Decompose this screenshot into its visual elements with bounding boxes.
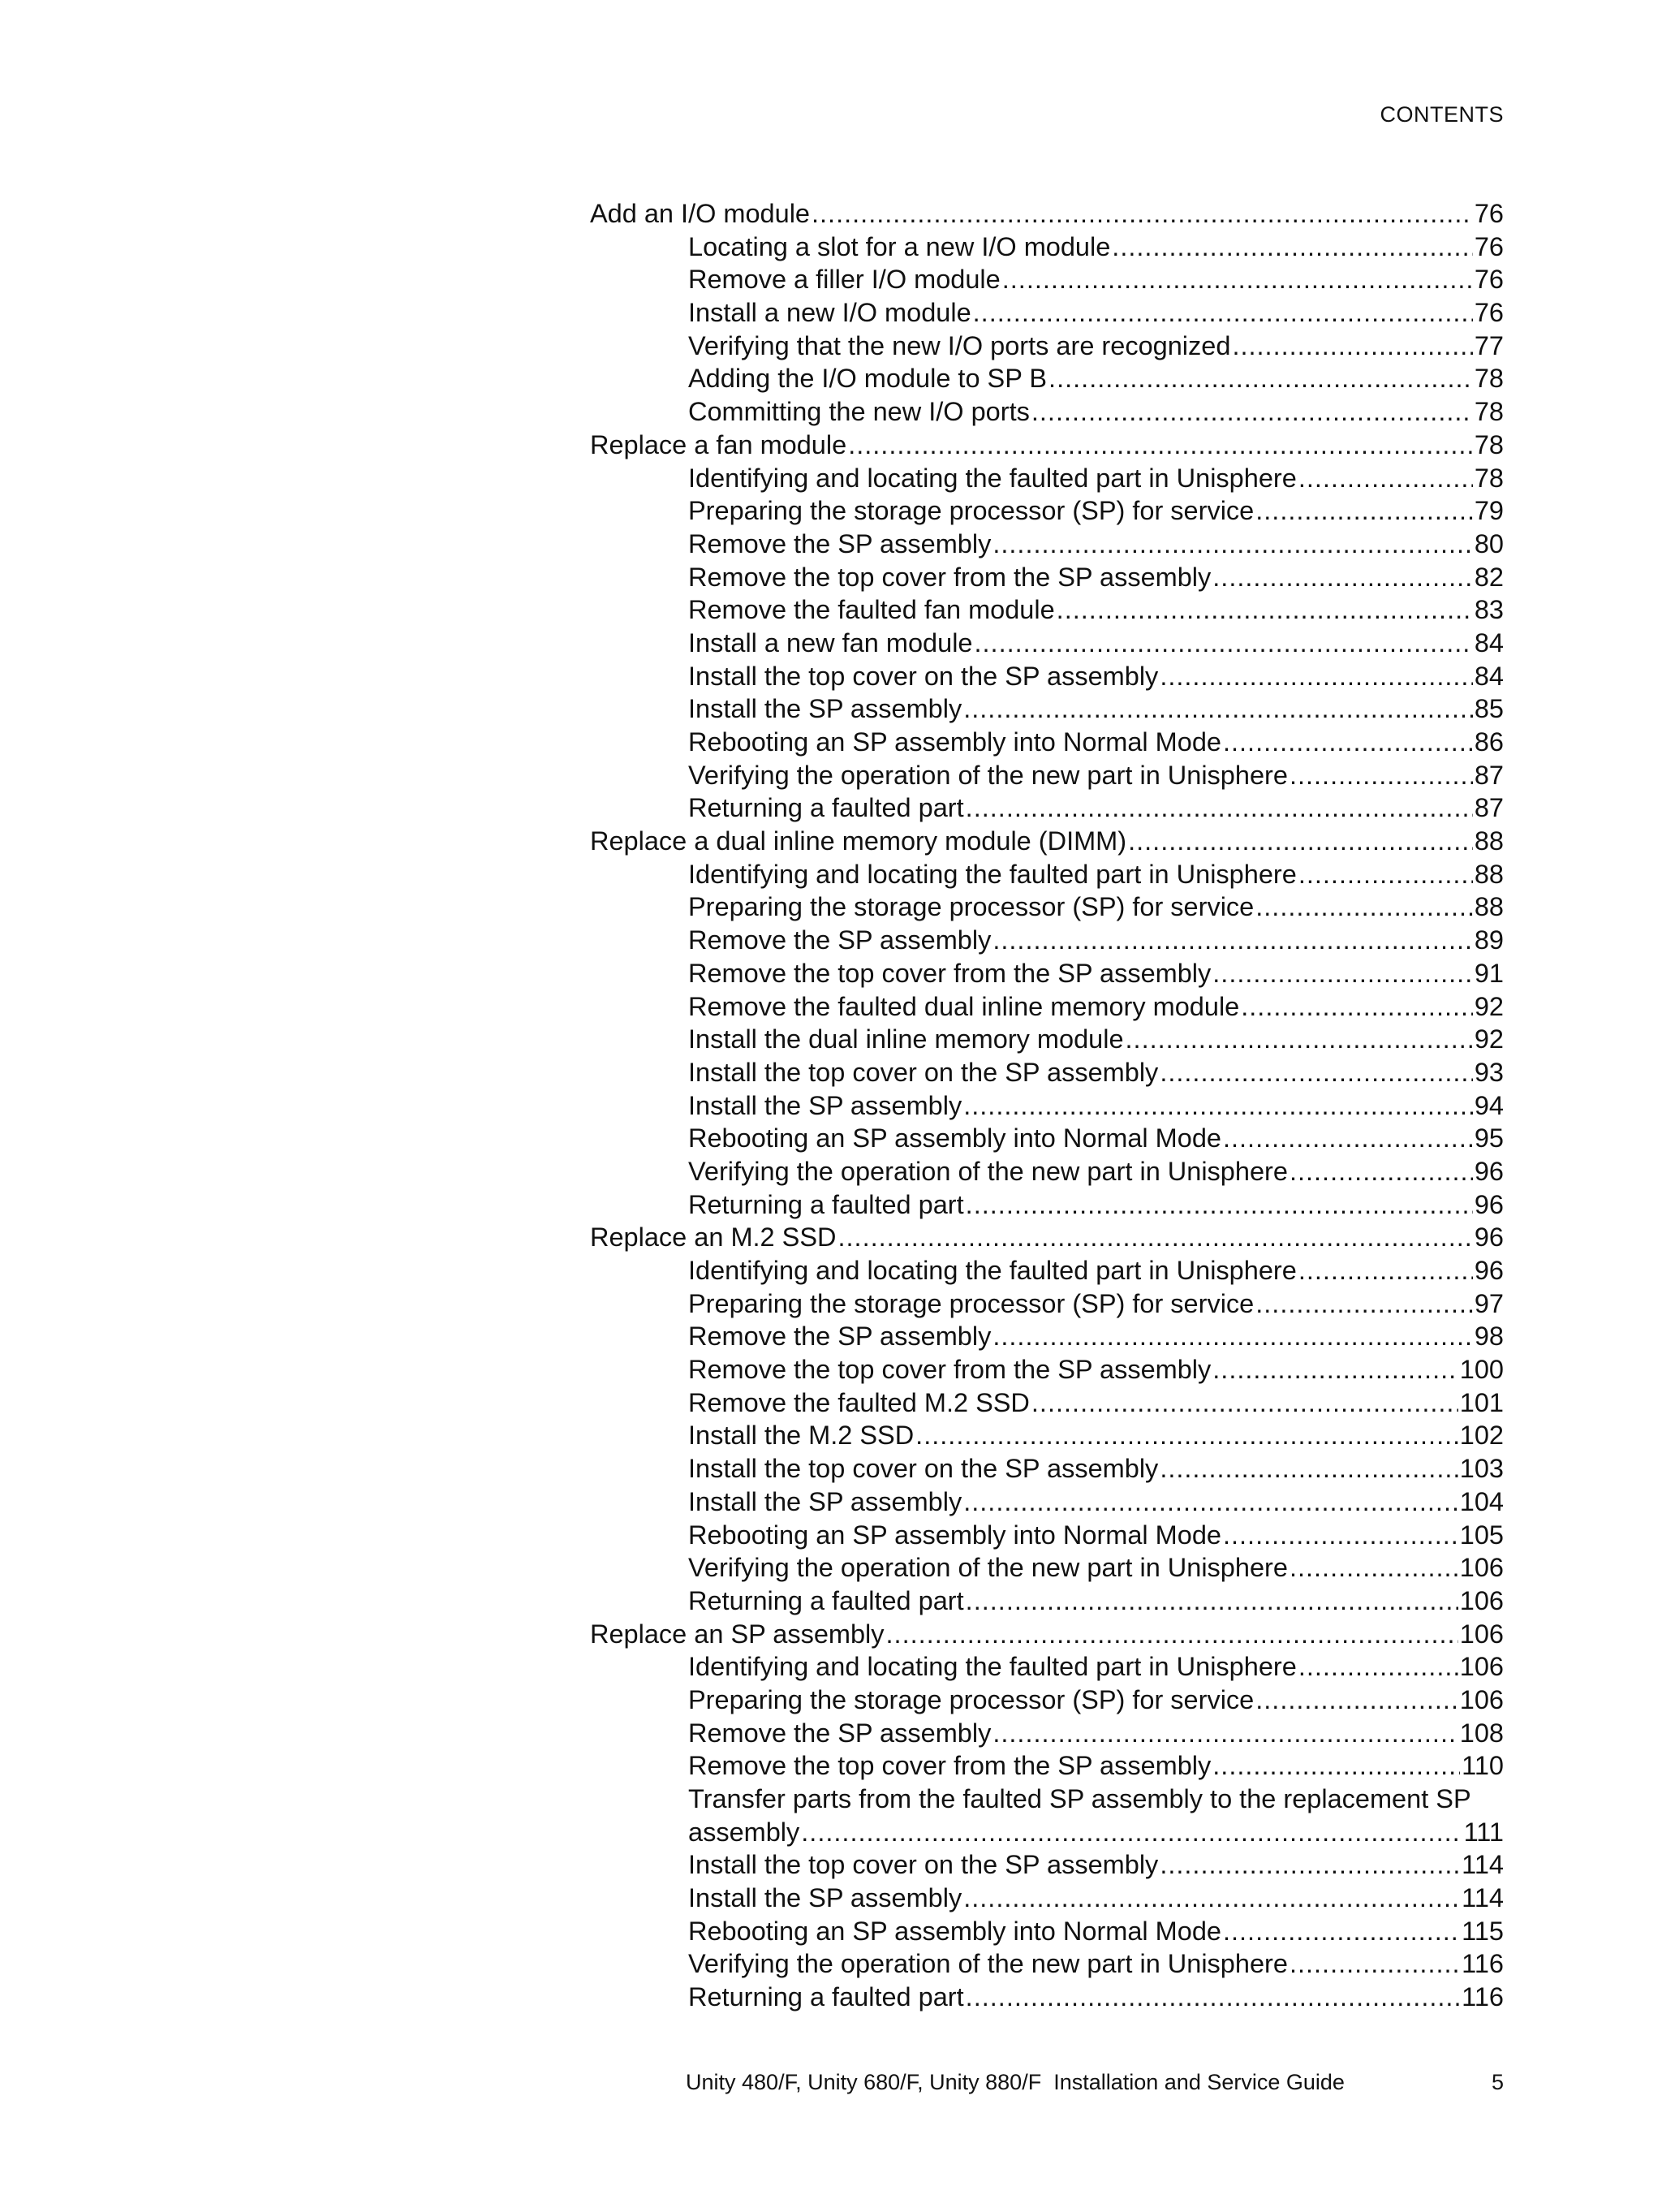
toc-subsection-entry[interactable] <box>590 890 1504 924</box>
toc-subsection-entry[interactable] <box>590 791 1504 825</box>
dot-leader <box>966 1585 1458 1618</box>
dot-leader <box>1031 1386 1458 1420</box>
dot-leader <box>975 627 1473 660</box>
toc-subsection-entry[interactable] <box>590 1717 1504 1750</box>
toc-subsection-entry[interactable] <box>590 362 1504 395</box>
toc-entry-title: Rebooting an SP assembly into Normal Mode <box>688 1520 1221 1550</box>
dot-leader <box>848 429 1473 462</box>
toc-subsection-entry[interactable] <box>590 1650 1504 1684</box>
toc-entry-page: 76 <box>1474 298 1504 328</box>
toc-subsection-entry[interactable] <box>590 494 1504 528</box>
toc-entry-title: Install the top cover on the SP assembly <box>688 1057 1159 1087</box>
page-footer <box>686 2070 1504 2095</box>
toc-entry-title: Install the M.2 SSD <box>688 1421 915 1451</box>
dot-leader <box>973 296 1473 330</box>
toc-entry-title: Preparing the storage processor (SP) for service <box>688 496 1255 526</box>
toc-entry-page: 106 <box>1459 1652 1504 1682</box>
footer-page-number: 5 <box>1491 2070 1504 2094</box>
toc-entry-page: 93 <box>1474 1057 1504 1087</box>
toc-entry-title: Adding the I/O module to SP B <box>688 364 1048 394</box>
footer-guide-title: Unity 480/F, Unity 680/F, Unity 880/F Installation and Service Guide <box>686 2070 1345 2094</box>
dot-leader <box>992 924 1473 957</box>
table-of-contents <box>590 197 1504 2014</box>
dot-leader <box>1255 494 1473 528</box>
toc-subsection-entry[interactable] <box>590 1519 1504 1552</box>
dot-leader <box>992 1320 1473 1353</box>
toc-entry-page: 78 <box>1474 463 1504 493</box>
dot-leader <box>992 1717 1457 1750</box>
toc-entry-page: 106 <box>1459 1619 1504 1649</box>
toc-entry-page: 102 <box>1459 1421 1504 1451</box>
toc-entry-page: 100 <box>1459 1355 1504 1385</box>
toc-subsection-entry[interactable] <box>590 660 1504 693</box>
toc-entry-title: Returning a faulted part <box>688 1982 964 2012</box>
toc-subsection-entry[interactable] <box>590 627 1504 660</box>
toc-entry-title: Locating a slot for a new I/O module <box>688 231 1111 261</box>
toc-entry-title-continued: assembly <box>688 1817 800 1847</box>
toc-entry-page: 85 <box>1474 694 1504 724</box>
toc-entry-title: Replace an SP assembly <box>590 1619 885 1649</box>
toc-entry-page: 96 <box>1474 1156 1504 1186</box>
dot-leader <box>1223 1915 1460 1948</box>
toc-entry-title: Verifying the operation of the new part in Unisphere <box>688 1949 1288 1979</box>
toc-entry-page: 78 <box>1474 429 1504 459</box>
toc-subsection-entry[interactable] <box>590 759 1504 792</box>
toc-entry-title: Add an I/O module <box>590 199 810 228</box>
toc-entry-page: 76 <box>1474 265 1504 295</box>
toc-subsection-entry[interactable] <box>590 1155 1504 1188</box>
toc-entry-page: 91 <box>1474 958 1504 988</box>
toc-entry-page: 106 <box>1459 1553 1504 1583</box>
toc-entry-title: Returning a faulted part <box>688 1585 964 1615</box>
dot-leader <box>963 1089 1473 1123</box>
toc-entry-page: 84 <box>1474 627 1504 658</box>
toc-entry-page: 101 <box>1459 1387 1504 1417</box>
toc-entry-title: Remove the SP assembly <box>688 925 992 955</box>
dot-leader <box>1255 1684 1458 1717</box>
toc-subsection-entry[interactable] <box>590 726 1504 759</box>
dot-leader <box>992 528 1473 561</box>
toc-subsection-entry[interactable] <box>590 692 1504 726</box>
toc-entry-page: 114 <box>1462 1883 1504 1913</box>
dot-leader <box>1212 957 1473 990</box>
dot-leader <box>1031 395 1473 429</box>
toc-entry-page: 84 <box>1474 661 1504 691</box>
toc-subsection-entry[interactable] <box>590 1981 1504 2014</box>
toc-entry-title: Verifying the operation of the new part in Unisphere <box>688 1156 1288 1186</box>
dot-leader <box>1241 990 1473 1024</box>
dot-leader <box>1223 1519 1458 1552</box>
dot-leader <box>966 1188 1473 1222</box>
toc-entry-title: Identifying and locating the faulted part in Unisphere <box>688 859 1297 889</box>
toc-entry-page: 82 <box>1474 562 1504 592</box>
dot-leader <box>1057 593 1473 627</box>
dot-leader <box>886 1618 1458 1651</box>
toc-entry-page: 86 <box>1474 727 1504 757</box>
toc-subsection-entry[interactable] <box>590 1485 1504 1519</box>
toc-entry-title: Remove the faulted dual inline memory module <box>688 991 1240 1021</box>
toc-subsection-entry[interactable] <box>590 1915 1504 1948</box>
dot-leader <box>1255 1287 1473 1321</box>
toc-subsection-entry[interactable] <box>590 296 1504 330</box>
toc-entry-page: 116 <box>1462 1949 1504 1979</box>
dot-leader <box>1298 858 1473 891</box>
toc-section-entry[interactable] <box>590 197 1504 231</box>
toc-entry-page: 96 <box>1474 1256 1504 1285</box>
toc-entry-title: Rebooting an SP assembly into Normal Mode <box>688 727 1221 757</box>
toc-entry-title: Remove the SP assembly <box>688 1322 992 1352</box>
toc-entry-page: 88 <box>1474 826 1504 856</box>
toc-entry-page: 106 <box>1459 1585 1504 1615</box>
toc-entry-page: 94 <box>1474 1090 1504 1120</box>
toc-entry-title: Install a new fan module <box>688 627 973 658</box>
toc-entry-title: Preparing the storage processor (SP) for service <box>688 892 1255 922</box>
toc-subsection-entry[interactable] <box>590 1947 1504 1981</box>
dot-leader <box>1160 1848 1460 1882</box>
toc-section-entry[interactable] <box>590 1221 1504 1254</box>
toc-entry-title: Install the SP assembly <box>688 1883 962 1913</box>
toc-entry-page: 76 <box>1474 199 1504 228</box>
toc-entry-title: Remove the top cover from the SP assembly <box>688 1751 1212 1781</box>
toc-entry-title: Remove the SP assembly <box>688 1718 992 1748</box>
toc-subsection-entry[interactable] <box>590 330 1504 363</box>
dot-leader <box>1290 759 1473 792</box>
toc-subsection-entry[interactable] <box>590 1452 1504 1485</box>
dot-leader <box>915 1419 1458 1452</box>
dot-leader <box>1126 1023 1473 1056</box>
toc-entry-page: 83 <box>1474 595 1504 625</box>
dot-leader <box>1298 462 1473 495</box>
toc-entry-page: 89 <box>1474 925 1504 955</box>
dot-leader <box>963 1485 1458 1519</box>
toc-subsection-entry[interactable] <box>590 1056 1504 1089</box>
toc-section-entry[interactable] <box>590 825 1504 858</box>
toc-entry-page: 97 <box>1474 1288 1504 1318</box>
toc-entry-title: Remove the top cover from the SP assembly <box>688 1355 1212 1385</box>
toc-entry-page: 76 <box>1474 231 1504 261</box>
toc-entry-page: 103 <box>1459 1454 1504 1484</box>
toc-subsection-entry[interactable] <box>590 1882 1504 1915</box>
toc-entry-page: 87 <box>1474 793 1504 823</box>
dot-leader <box>1160 1452 1457 1485</box>
toc-subsection-entry[interactable] <box>590 1320 1504 1353</box>
toc-entry-title: Remove the top cover from the SP assembly <box>688 958 1212 988</box>
toc-entry-title: Rebooting an SP assembly into Normal Mode <box>688 1123 1221 1153</box>
dot-leader <box>1160 1056 1473 1089</box>
toc-entry-title: Identifying and locating the faulted part in Unisphere <box>688 1652 1297 1682</box>
toc-entry-title: Identifying and locating the faulted part in Unisphere <box>688 463 1297 493</box>
toc-entry-page: 88 <box>1474 859 1504 889</box>
toc-entry-page: 116 <box>1462 1982 1504 2012</box>
toc-entry-title: Returning a faulted part <box>688 793 964 823</box>
dot-leader <box>1223 1122 1473 1155</box>
toc-subsection-entry[interactable] <box>590 1122 1504 1155</box>
dot-leader <box>1290 1551 1458 1585</box>
dot-leader <box>1290 1155 1473 1188</box>
dot-leader <box>1212 561 1473 594</box>
toc-entry-page: 88 <box>1474 892 1504 922</box>
toc-entry-page: 110 <box>1462 1751 1504 1781</box>
toc-entry-title: Verifying that the new I/O ports are recognized <box>688 330 1231 360</box>
toc-entry-title: Remove the faulted M.2 SSD <box>688 1387 1030 1417</box>
dot-leader <box>966 791 1473 825</box>
toc-entry-page: 108 <box>1459 1718 1504 1748</box>
toc-subsection-entry[interactable] <box>590 1419 1504 1452</box>
toc-entry-title: Replace a fan module <box>590 429 847 459</box>
toc-subsection-entry[interactable] <box>590 593 1504 627</box>
toc-entry-title: Install the SP assembly <box>688 1090 962 1120</box>
dot-leader <box>801 1816 1462 1849</box>
dot-leader <box>963 692 1473 726</box>
dot-leader <box>1223 726 1473 759</box>
toc-subsection-entry[interactable] <box>590 561 1504 594</box>
toc-entry-page: 104 <box>1459 1486 1504 1516</box>
toc-subsection-entry[interactable] <box>590 1749 1504 1783</box>
toc-subsection-entry[interactable] <box>590 1188 1504 1222</box>
toc-entry-title: Verifying the operation of the new part in Unisphere <box>688 760 1288 790</box>
toc-entry-page: 79 <box>1474 496 1504 526</box>
toc-subsection-entry[interactable] <box>590 395 1504 429</box>
toc-subsection-entry[interactable] <box>590 990 1504 1024</box>
dot-leader <box>1232 330 1472 363</box>
toc-entry-page: 77 <box>1474 330 1504 360</box>
toc-entry-title: Remove a filler I/O module <box>688 265 1001 295</box>
toc-subsection-entry[interactable] <box>590 1585 1504 1618</box>
toc-subsection-entry[interactable] <box>590 1023 1504 1056</box>
toc-entry-title: Committing the new I/O ports <box>688 397 1030 427</box>
dot-leader <box>1112 231 1473 264</box>
toc-entry-title: Install the top cover on the SP assembly <box>688 1454 1159 1484</box>
toc-entry-page: 105 <box>1459 1520 1504 1550</box>
toc-entry-page: 98 <box>1474 1322 1504 1352</box>
dot-leader <box>1212 1353 1457 1386</box>
toc-entry-title: Install the dual inline memory module <box>688 1024 1124 1054</box>
toc-entry-title: Install a new I/O module <box>688 298 971 328</box>
dot-leader <box>1298 1650 1458 1684</box>
toc-subsection-entry[interactable] <box>590 1684 1504 1717</box>
toc-entry-title: Replace an M.2 SSD <box>590 1222 837 1253</box>
toc-subsection-entry[interactable] <box>590 1287 1504 1321</box>
dot-leader <box>837 1221 1472 1254</box>
toc-entry-title: Returning a faulted part <box>688 1189 964 1219</box>
toc-entry-page: 78 <box>1474 397 1504 427</box>
toc-entry-title: Install the top cover on the SP assembly <box>688 661 1159 691</box>
toc-entry-title: Preparing the storage processor (SP) for service <box>688 1684 1255 1714</box>
dot-leader <box>1298 1254 1473 1287</box>
toc-subsection-entry[interactable] <box>590 1089 1504 1123</box>
toc-entry-title: Verifying the operation of the new part in Unisphere <box>688 1553 1288 1583</box>
toc-subsection-entry[interactable] <box>590 1783 1504 1848</box>
toc-section-entry[interactable] <box>590 429 1504 462</box>
toc-subsection-entry[interactable] <box>590 858 1504 891</box>
toc-entry-page: 114 <box>1462 1850 1504 1880</box>
toc-entry-page: 95 <box>1474 1123 1504 1153</box>
toc-entry-page: 92 <box>1474 1024 1504 1054</box>
toc-subsection-entry[interactable] <box>590 924 1504 957</box>
toc-entry-title: Preparing the storage processor (SP) for service <box>688 1288 1255 1318</box>
toc-subsection-entry[interactable] <box>590 1386 1504 1420</box>
toc-subsection-entry[interactable] <box>590 263 1504 296</box>
dot-leader <box>1290 1947 1460 1981</box>
dot-leader <box>1212 1749 1460 1783</box>
dot-leader <box>1128 825 1473 858</box>
toc-subsection-entry[interactable] <box>590 1848 1504 1882</box>
toc-entry-title: Install the top cover on the SP assembly <box>688 1850 1159 1880</box>
toc-entry-title: Rebooting an SP assembly into Normal Mode <box>688 1916 1221 1946</box>
toc-entry-page: 80 <box>1474 528 1504 558</box>
toc-entry-page: 78 <box>1474 364 1504 394</box>
toc-entry-title: Transfer parts from the faulted SP assembly to the replacement SP <box>688 1784 1471 1813</box>
toc-subsection-entry[interactable] <box>590 528 1504 561</box>
toc-entry-page: 96 <box>1474 1222 1504 1253</box>
dot-leader <box>1002 263 1473 296</box>
toc-entry-title: Remove the SP assembly <box>688 528 992 558</box>
toc-entry-title: Remove the faulted fan module <box>688 595 1055 625</box>
dot-leader <box>812 197 1473 231</box>
dot-leader <box>966 1981 1461 2014</box>
toc-subsection-entry[interactable] <box>590 1551 1504 1585</box>
toc-subsection-entry[interactable] <box>590 231 1504 264</box>
toc-entry-title: Install the SP assembly <box>688 694 962 724</box>
toc-subsection-entry[interactable] <box>590 1254 1504 1287</box>
running-header: CONTENTS <box>1380 102 1504 127</box>
toc-entry-page: 96 <box>1474 1189 1504 1219</box>
toc-entry-title: Replace a dual inline memory module (DIMM) <box>590 826 1127 856</box>
toc-entry-page: 106 <box>1459 1684 1504 1714</box>
toc-subsection-entry[interactable] <box>590 1353 1504 1386</box>
dot-leader <box>1160 660 1473 693</box>
toc-subsection-entry[interactable] <box>590 462 1504 495</box>
dot-leader <box>963 1882 1460 1915</box>
toc-entry-page: 92 <box>1474 991 1504 1021</box>
toc-entry-title: Remove the top cover from the SP assembly <box>688 562 1212 592</box>
toc-entry-title: Identifying and locating the faulted part in Unisphere <box>688 1256 1297 1285</box>
dot-leader <box>1255 890 1473 924</box>
dot-leader <box>1048 362 1473 395</box>
toc-entry-title: Install the SP assembly <box>688 1486 962 1516</box>
toc-entry-page: 87 <box>1474 760 1504 790</box>
toc-entry-page: 115 <box>1462 1916 1504 1946</box>
toc-entry-page: 111 <box>1463 1817 1504 1847</box>
toc-section-entry[interactable] <box>590 1618 1504 1651</box>
toc-subsection-entry[interactable] <box>590 957 1504 990</box>
